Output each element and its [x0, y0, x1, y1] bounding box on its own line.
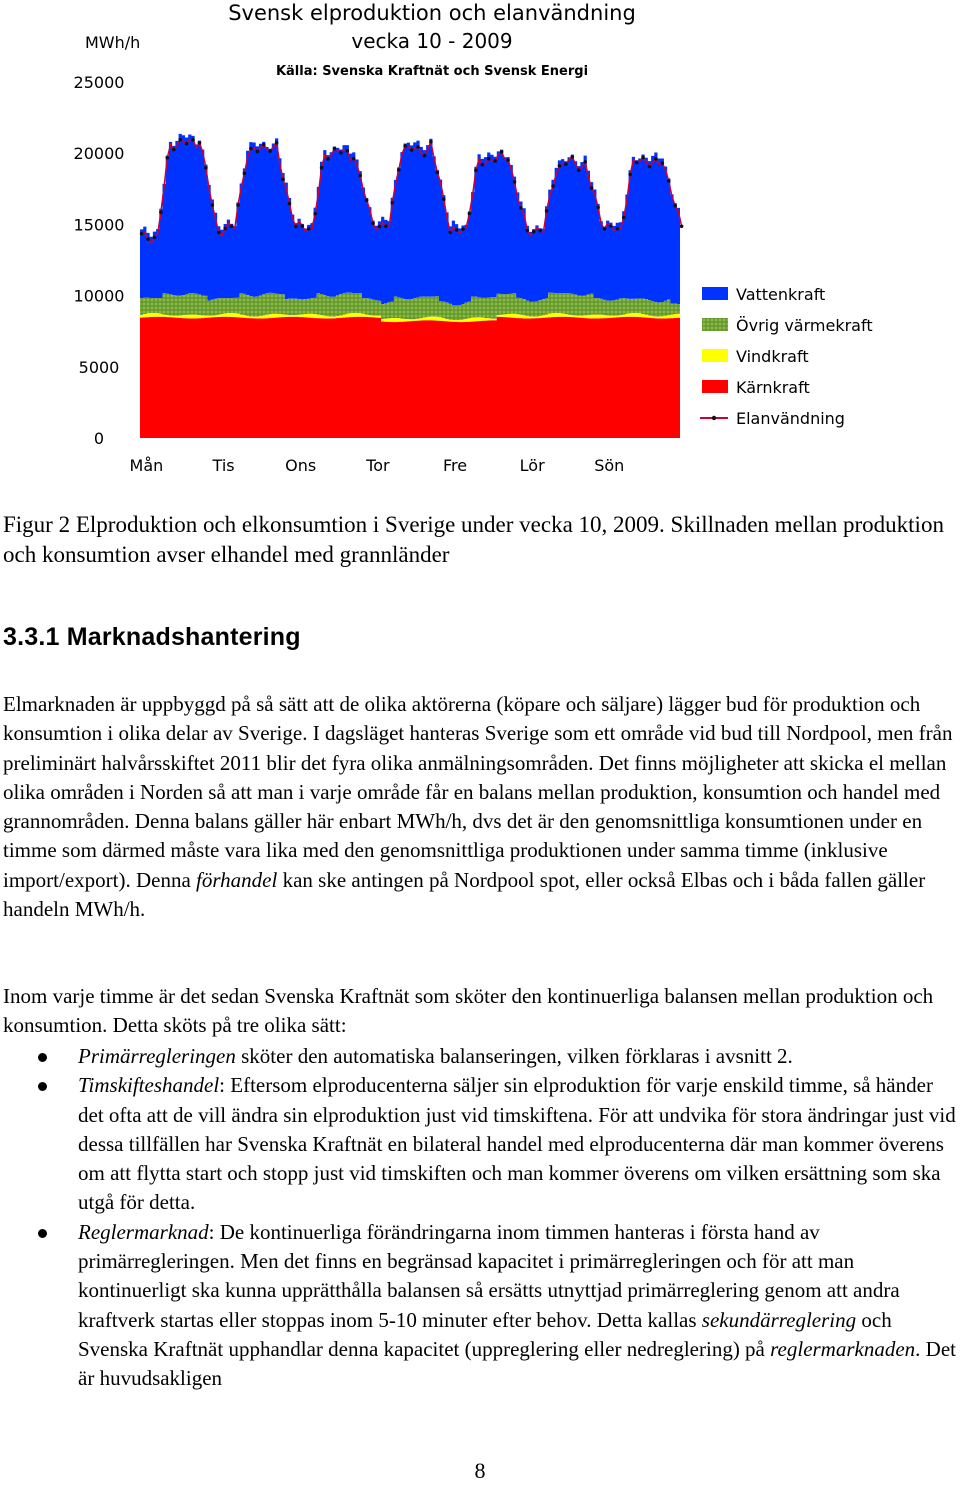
elanvandning-point: [230, 224, 234, 228]
elanvandning-point: [667, 179, 671, 183]
bullet-dot-icon: [38, 1082, 47, 1091]
elanvandning-point: [609, 224, 613, 228]
x-tick-label: Ons: [285, 456, 317, 475]
x-tick-label: Fre: [442, 456, 468, 475]
bullet-term: Primärregleringen: [78, 1044, 236, 1068]
elanvandning-point: [371, 221, 375, 225]
elanvandning-point: [429, 140, 433, 144]
para1-part2: I dagsläget hanteras Sverige som ett område vid bud till Nordpool, men från preliminärt halvårsskiftet 2011 blir det fyra olika anmälningsområden. Det finns möjligheter att skicka el mellan olika områden i Norden så att man i varje område får en balans mellan produktion, konsumtion och handel med grannområden. Denna balans gäller här enbart MWh/h, dvs det är den genomsnittliga konsumtionen under en timme som därmed måste vara lika med den genomsnittliga produktionen under samma timme (inklusive import/export). Denna: [3, 721, 953, 892]
bullet-text: sköter den automatiska balanseringen, vilken förklaras i avsnitt 2.: [235, 1044, 793, 1068]
elanvandning-point: [577, 168, 581, 172]
y-axis-label: MWh/h: [85, 33, 141, 52]
elanvandning-point: [159, 210, 163, 214]
section-heading: 3.3.1 Marknadshantering: [3, 623, 301, 651]
y-tick-label: 15000: [73, 215, 125, 235]
elanvandning-point: [448, 231, 452, 235]
elanvandning-point: [519, 206, 523, 210]
elanvandning-point: [352, 157, 356, 161]
x-tick-label: Tis: [212, 456, 235, 475]
elanvandning-point: [622, 216, 626, 220]
elanvandning-point: [583, 160, 587, 164]
elanvandning-point: [140, 232, 144, 236]
elanvandning-point: [596, 206, 600, 210]
elanvandning-point: [178, 138, 182, 142]
list-item: [0, 1071, 958, 1217]
legend-swatch: [702, 318, 728, 331]
elanvandning-point: [146, 237, 150, 241]
y-tick-label: 0: [93, 429, 105, 448]
elanvandning-point: [313, 212, 317, 216]
elanvandning-point: [493, 159, 497, 163]
elanvandning-point: [275, 141, 279, 145]
elanvandning-point: [423, 154, 427, 158]
elanvandning-point: [436, 171, 440, 175]
elanvandning-point: [236, 203, 240, 207]
y-tick-label: 20000: [73, 144, 125, 164]
elanvandning-point: [628, 173, 632, 177]
elanvandning-point: [204, 166, 208, 170]
elanvandning-point: [455, 228, 459, 232]
elanvandning-point: [551, 184, 555, 188]
elanvandning-point: [558, 164, 562, 168]
elanvandning-point: [256, 150, 260, 154]
elanvandning-point: [153, 236, 157, 240]
y-tick-label: 25000: [73, 73, 125, 92]
elanvandning-point: [410, 148, 414, 152]
bullet-text: . Det är huvudsakligen: [78, 1336, 956, 1391]
elanvandning-point: [538, 229, 542, 233]
elanvandning-point: [198, 141, 202, 145]
legend-swatch: [702, 380, 728, 393]
area-karnkraft: [140, 317, 680, 438]
figure-caption: Figur 2 Elproduktion och elkonsumtion i Sverige under vecka 10, 2009. Skillnaden mellan produktion och konsumtion avser elhandel med grannländer: [3, 512, 944, 567]
bullet-emphasis: reglermarknaden: [770, 1336, 916, 1361]
production-chart: [0, 0, 960, 490]
elanvandning-point: [288, 202, 292, 206]
elanvandning-point: [172, 148, 176, 152]
elanvandning-point: [513, 180, 517, 184]
bullet-list: [0, 1042, 960, 1394]
elanvandning-point: [571, 155, 575, 159]
elanvandning-point: [654, 157, 658, 161]
elanvandning-point: [468, 212, 472, 216]
legend-label: Elanvändning: [736, 409, 845, 428]
paragraph-market: [3, 690, 955, 924]
para1-part1: Elmarknaden är uppbyggd på så sätt att de olika aktörerna (köpare och säljare) lägger bud för produktion och konsumtion i olika delar av Sverige.: [3, 692, 921, 746]
elanvandning-point: [249, 147, 253, 151]
elanvandning-point: [243, 172, 247, 176]
bullet-dot-icon: [38, 1229, 47, 1238]
elanvandning-point: [532, 230, 536, 234]
legend-label: Övrig värmekraft: [736, 316, 873, 335]
chart-svg: [0, 0, 960, 490]
paragraph-balance: Inom varje timme är det sedan Svenska Kraftnät som sköter den kontinuerliga balansen mellan produktion och konsumtion. Detta sköts på tre olika sätt:: [3, 984, 934, 1038]
elanvandning-point: [616, 227, 620, 231]
elanvandning-point: [442, 197, 446, 201]
elanvandning-point: [680, 224, 684, 228]
elanvandning-point: [661, 161, 665, 165]
legend-marker-swatch: [712, 416, 716, 420]
bullet-text: : De kontinuerliga förändringarna inom timmen hanteras i första hand av primärregleringen. Men det finns en begränsad kapacitet i primärregleringen och för att man kontinuerligt ska kunna upprätthålla balansen så ersätts utnyttjad primärreglering genom att andra kraftverk startas eller stoppas inom 5-10 minuter efter behov. Detta kallas: [78, 1219, 900, 1332]
elanvandning-point: [487, 157, 491, 161]
y-tick-label: 10000: [73, 286, 125, 306]
elanvandning-point: [358, 174, 362, 178]
elanvandning-point: [481, 163, 485, 167]
x-tick-label: Lör: [519, 456, 545, 475]
elanvandning-point: [301, 224, 305, 228]
elanvandning-point: [403, 144, 407, 148]
elanvandning-point: [416, 145, 420, 149]
legend-label: Vattenkraft: [736, 285, 826, 304]
elanvandning-point: [307, 227, 311, 231]
elanvandning-point: [590, 186, 594, 190]
area-vattenkraft: [140, 134, 680, 306]
elanvandning-point: [262, 143, 266, 147]
elanvandning-point: [506, 158, 510, 162]
elanvandning-point: [391, 201, 395, 205]
chart-subtitle: vecka 10 - 2009: [351, 29, 513, 53]
elanvandning-point: [166, 156, 170, 160]
chart-title: Svensk elproduktion och elanvändning: [228, 1, 636, 25]
para1-part3: kan ske antingen på Nordpool spot, eller också Elbas och i båda fallen gäller handeln MWh/h.: [3, 867, 926, 922]
elanvandning-point: [378, 225, 382, 229]
list-item: [0, 1042, 958, 1071]
elanvandning-point: [326, 157, 330, 161]
bullet-term: Reglermarknad: [78, 1219, 209, 1244]
legend-swatch: [702, 349, 728, 362]
elanvandning-point: [673, 204, 677, 208]
elanvandning-point: [268, 149, 272, 153]
x-tick-label: Tor: [366, 456, 390, 475]
elanvandning-point: [564, 162, 568, 166]
elanvandning-point: [474, 169, 478, 173]
elanvandning-point: [500, 150, 504, 154]
elanvandning-point: [545, 209, 549, 213]
elanvandning-point: [294, 225, 298, 229]
elanvandning-point: [333, 147, 337, 151]
elanvandning-point: [641, 156, 645, 160]
elanvandning-point: [384, 224, 388, 228]
page-number: 8: [474, 1458, 486, 1483]
bullet-emphasis: sekundärreglering: [701, 1307, 857, 1332]
elanvandning-point: [648, 165, 652, 169]
elanvandning-point: [185, 142, 189, 146]
elanvandning-point: [191, 138, 195, 142]
elanvandning-point: [223, 227, 227, 231]
legend-label: Vindkraft: [736, 347, 809, 366]
legend-swatch: [702, 287, 728, 300]
y-tick-label: 5000: [78, 357, 120, 377]
elanvandning-point: [281, 177, 285, 181]
legend-label: Kärnkraft: [736, 378, 810, 397]
chart-source: Källa: Svenska Kraftnät och Svensk Energi: [275, 64, 589, 79]
elanvandning-point: [461, 227, 465, 231]
elanvandning-point: [635, 161, 639, 165]
bullet-text: : Eftersom elproducenterna säljer sin elproduktion för varje enskild timme, så händer det ofta att de vill ändra sin elproduktion just vid timskiftena. För att undvika för stora ändringar just vid dessa tillfällen har Svenska Kraftnät en bilateral handel med elproducenterna där man kommer överens om att flytta start och stopp just vid timskiften och man kommer överens om vilken ersättning som ska utgå för detta.: [78, 1073, 956, 1215]
elanvandning-point: [346, 149, 350, 153]
bullet-term: Timskifteshandel: [78, 1073, 220, 1098]
elanvandning-point: [217, 231, 221, 235]
para1-emphasis: förhandel: [196, 867, 278, 892]
x-tick-label: Sön: [594, 456, 625, 475]
list-item: [0, 1218, 958, 1394]
elanvandning-point: [211, 203, 215, 207]
bullet-dot-icon: [38, 1053, 47, 1062]
elanvandning-point: [397, 168, 401, 172]
bullet-text: och Svenska Kraftnät upphandlar denna kapacitet (uppreglering eller nedreglering) på: [78, 1307, 892, 1361]
elanvandning-point: [526, 229, 530, 233]
elanvandning-point: [365, 198, 369, 202]
elanvandning-point: [320, 166, 324, 170]
elanvandning-point: [339, 151, 343, 155]
elanvandning-point: [603, 227, 607, 231]
x-tick-label: Mån: [129, 456, 164, 475]
